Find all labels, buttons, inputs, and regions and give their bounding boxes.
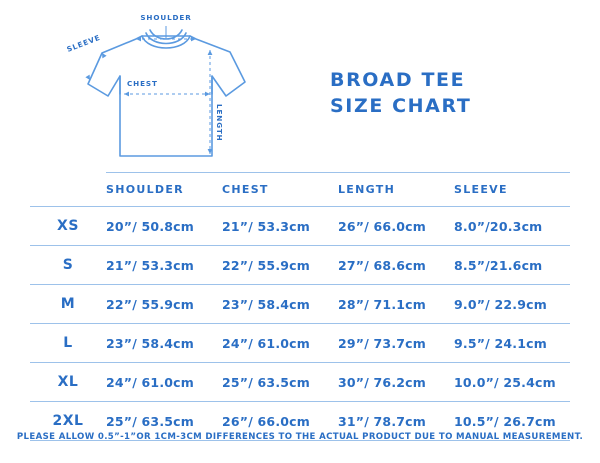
title-line-2: SIZE CHART: [330, 94, 472, 117]
table-row: [30, 246, 570, 285]
table-row: [30, 324, 570, 363]
tshirt-illustration-svg: [40, 6, 290, 171]
cell-sleeve: 9.0”/ 22.9cm: [454, 285, 570, 324]
header-section: [0, 0, 600, 172]
measurement-disclaimer: PLEASE ALLOW 0.5”-1”OR 1CM-3CM DIFFERENCES TO THE ACTUAL PRODUCT DUE TO MANUAL MEASUREMENT.: [16, 432, 584, 442]
cell-size: S: [30, 246, 106, 285]
cell-length: 26”/ 66.0cm: [338, 207, 454, 246]
table-header-row: [30, 173, 570, 207]
cell-length: 27”/ 68.6cm: [338, 246, 454, 285]
cell-size: L: [30, 324, 106, 363]
cell-shoulder: 22”/ 55.9cm: [106, 285, 222, 324]
column-header-length: LENGTH: [338, 173, 454, 207]
column-header-sleeve: SLEEVE: [454, 173, 570, 207]
tshirt-diagram: [40, 6, 290, 171]
diagram-label-shoulder: SHOULDER: [140, 13, 192, 22]
cell-shoulder: 20”/ 50.8cm: [106, 207, 222, 246]
cell-length: 31”/ 78.7cm: [338, 402, 454, 441]
cell-sleeve: 10.0”/ 25.4cm: [454, 363, 570, 402]
cell-chest: 23”/ 58.4cm: [222, 285, 338, 324]
table-row: [30, 363, 570, 402]
cell-size: M: [30, 285, 106, 324]
diagram-label-chest: CHEST: [127, 79, 158, 88]
table-row: [30, 207, 570, 246]
cell-sleeve: 10.5”/ 26.7cm: [454, 402, 570, 441]
cell-shoulder: 23”/ 58.4cm: [106, 324, 222, 363]
size-chart-table: [30, 172, 570, 441]
cell-chest: 26”/ 66.0cm: [222, 402, 338, 441]
diagram-label-length: LENGTH: [215, 104, 224, 142]
cell-length: 29”/ 73.7cm: [338, 324, 454, 363]
table-row: [30, 285, 570, 324]
page-title: [330, 68, 471, 119]
title-line-1: BROAD TEE: [330, 69, 466, 91]
diagram-label-sleeve: SLEEVE: [65, 32, 102, 54]
cell-shoulder: 25”/ 63.5cm: [106, 402, 222, 441]
cell-sleeve: 8.5”/21.6cm: [454, 246, 570, 285]
cell-size: XL: [30, 363, 106, 402]
cell-shoulder: 21”/ 53.3cm: [106, 246, 222, 285]
cell-chest: 22”/ 55.9cm: [222, 246, 338, 285]
cell-chest: 21”/ 53.3cm: [222, 207, 338, 246]
table-header: [30, 173, 570, 207]
table-body: [30, 207, 570, 441]
column-header-size: [30, 173, 106, 207]
cell-length: 28”/ 71.1cm: [338, 285, 454, 324]
cell-shoulder: 24”/ 61.0cm: [106, 363, 222, 402]
cell-size: 2XL: [30, 402, 106, 441]
column-header-shoulder: SHOULDER: [106, 173, 222, 207]
cell-chest: 25”/ 63.5cm: [222, 363, 338, 402]
cell-sleeve: 9.5”/ 24.1cm: [454, 324, 570, 363]
cell-length: 30”/ 76.2cm: [338, 363, 454, 402]
column-header-chest: CHEST: [222, 173, 338, 207]
cell-size: XS: [30, 207, 106, 246]
cell-chest: 24”/ 61.0cm: [222, 324, 338, 363]
cell-sleeve: 8.0”/20.3cm: [454, 207, 570, 246]
